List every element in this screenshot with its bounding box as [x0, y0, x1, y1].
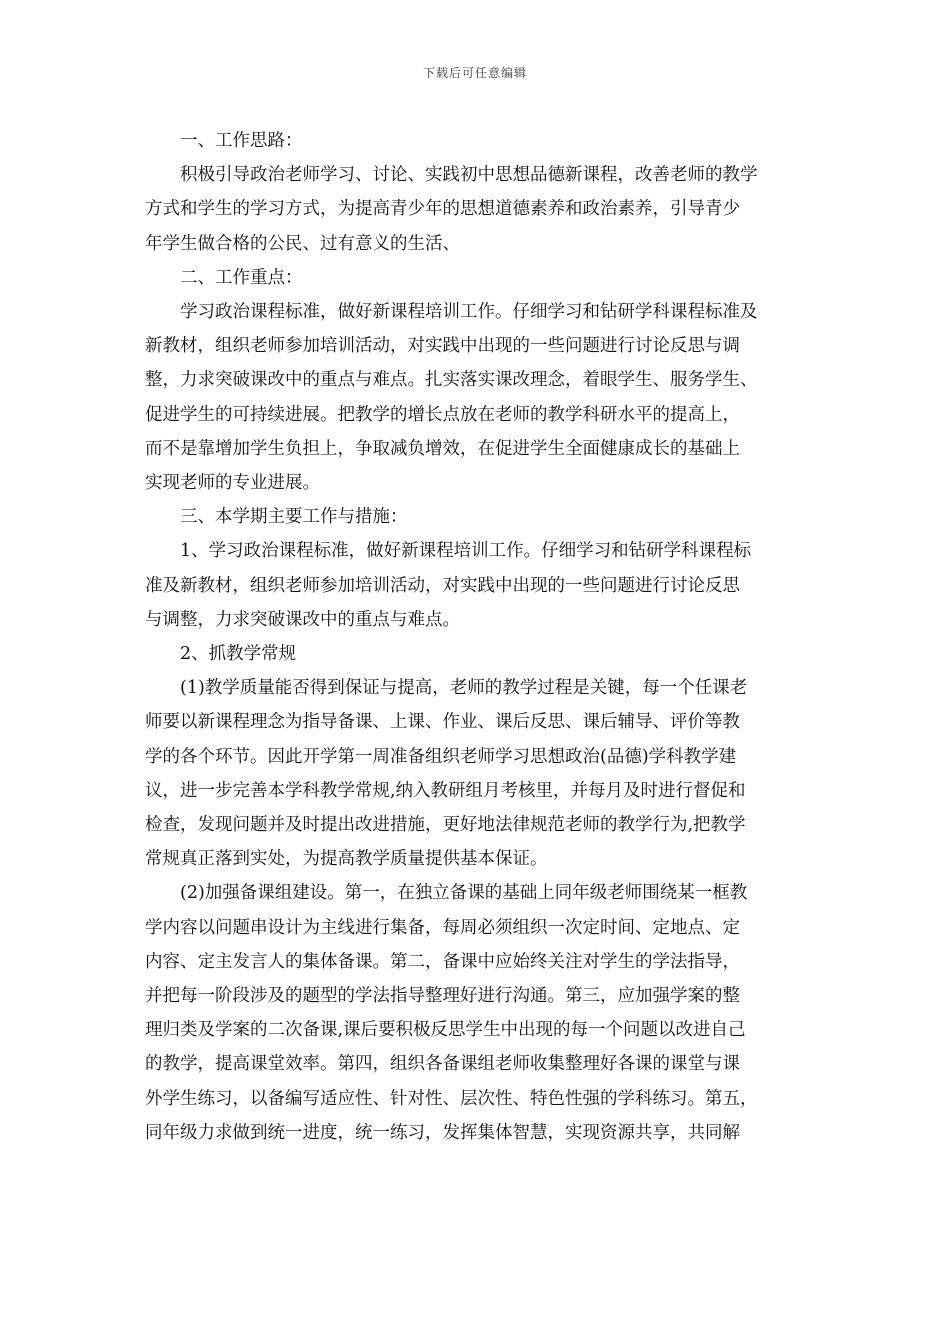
text-line: 2、抓教学常规 [145, 644, 297, 665]
text-line: 外学生练习，以备编写适应性、针对性、层次性、特色性强的学科练习。第五， [145, 1088, 758, 1109]
text-line: 二、工作重点： [145, 267, 303, 288]
text-line: 师要以新课程理念为指导备课、上课、作业、课后反思、课后辅导、评价等教 [145, 712, 740, 733]
text-line: 的教学，提高课堂效率。第四，组织各备课组老师收集整理好各课的课堂与课 [145, 1054, 740, 1075]
document-body [145, 124, 813, 1150]
text-line: 促进学生的可持续进展。把教学的增长点放在老师的教学科研水平的提高上， [145, 404, 740, 425]
text-line: 学的各个环节。因此开学第一周准备组织老师学习思想政治(品德)学科教学建 [145, 746, 737, 767]
page-header: 下载后可任意编辑 [422, 66, 527, 80]
text-line: 积极引导政治老师学习、讨论、实践初中思想品德新课程，改善老师的教学 [145, 165, 758, 186]
text-line: 年学生做合格的公民、过有意义的生活、 [145, 233, 460, 254]
text-line: 方式和学生的学习方式，为提高青少年的思想道德素养和政治素养，引导青少 [145, 199, 740, 220]
text-line: 准及新教材，组织老师参加培训活动，对实践中出现的一些问题进行讨论反思 [145, 575, 740, 596]
text-line: 整，力求突破课改中的重点与难点。扎实落实课改理念，着眼学生、服务学生、 [145, 370, 758, 391]
text-line: 同年级力求做到统一进度，统一练习，发挥集体智慧，实现资源共享，共同解 [145, 1122, 740, 1143]
text-line: 新教材，组织老师参加培训活动，对实践中出现的一些问题进行讨论反思与调 [145, 336, 740, 357]
text-line: 1、学习政治课程标准，做好新课程培训工作。仔细学习和钻研学科课程标 [145, 541, 752, 562]
text-line: 常规真正落到实处，为提高教学质量提供基本保证。 [145, 849, 548, 870]
text-line: (2)加强备课组建设。第一，在独立备课的基础上同年级老师围绕某一框教 [145, 883, 748, 904]
text-line: 三、本学期主要工作与措施： [145, 507, 408, 528]
text-line: 理归类及学案的二次备课,课后要积极反思学生中出现的每一个问题以改进自己 [145, 1020, 746, 1041]
text-line: 学习政治课程标准，做好新课程培训工作。仔细学习和钻研学科课程标准及 [145, 302, 758, 323]
text-line: (1)教学质量能否得到保证与提高，老师的教学过程是关键，每一个任课老 [145, 678, 748, 699]
text-line: 议，进一步完善本学科教学常规,纳入教研组月考核里，并每月及时进行督促和 [145, 780, 746, 801]
text-line: 检查，发现问题并及时提出改进措施，更好地法律规范老师的教学行为,把教学 [145, 815, 746, 836]
text-line: 实现老师的专业进展。 [145, 473, 320, 494]
text-line: 内容、定主发言人的集体备课。第二，备课中应始终关注对学生的学法指导， [145, 951, 740, 972]
text-line: 与调整，力求突破课改中的重点与难点。 [145, 609, 460, 630]
document-text [145, 124, 813, 1150]
text-line: 一、工作思路： [145, 131, 303, 151]
text-line: 并把每一阶段涉及的题型的学法指导整理好进行沟通。第三，应加强学案的整 [145, 986, 740, 1007]
text-line: 而不是靠增加学生负担上，争取减负增效，在促进学生全面健康成长的基础上 [145, 438, 740, 459]
text-line: 学内容以问题串设计为主线进行集备，每周必须组织一次定时间、定地点、定 [145, 917, 740, 938]
